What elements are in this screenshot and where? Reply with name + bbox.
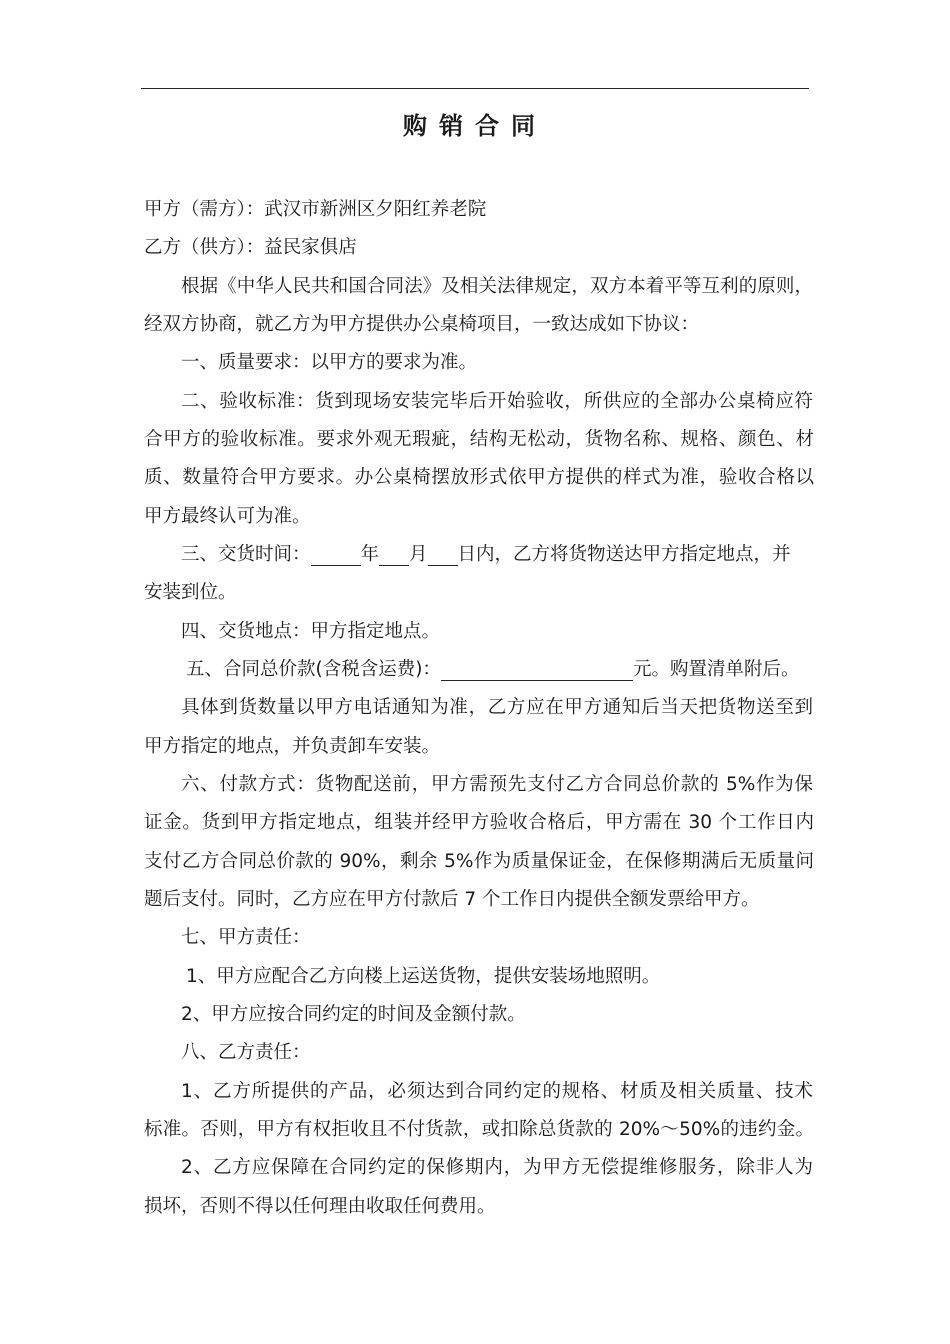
clause-1: 一、质量要求：以甲方的要求为准。 bbox=[181, 352, 478, 373]
clause-6-line-2: 证金。货到甲方指定地点，组装并经甲方验收合格后，甲方需在 30 个工作日内 bbox=[144, 812, 814, 833]
clause-8-item-1-line-1: 1、乙方所提供的产品，必须达到合同约定的规格、材质及相关质量、技术 bbox=[181, 1081, 813, 1102]
clause-3-label: 三、交货时间： bbox=[181, 544, 311, 565]
clause-7-item-1: 1、甲方应配合乙方向楼上运送货物，提供安装场地照明。 bbox=[186, 966, 661, 987]
total-price-blank[interactable] bbox=[441, 656, 633, 681]
clause-4: 四、交货地点：甲方指定地点。 bbox=[181, 621, 441, 642]
clause-7-item-2: 2、甲方应按合同约定的时间及金额付款。 bbox=[181, 1004, 526, 1025]
clause-6-line-4: 题后支付。同时，乙方应在甲方付款后 7 个工作日内提供全额发票给甲方。 bbox=[144, 889, 760, 910]
clause-5-line-2: 具体到货数量以甲方电话通知为准，乙方应在甲方通知后当天把货物送至到 bbox=[181, 697, 813, 718]
year-label: 年 bbox=[360, 544, 380, 565]
intro-line-1: 根据《中华人民共和国合同法》及相关法律规定，双方本着平等互利的原则， bbox=[181, 276, 813, 297]
clause-6-line-3: 支付乙方合同总价款的 90%，剩余 5%作为质量保证金，在保修期满后无质量问 bbox=[144, 851, 814, 872]
page-title: 购销合同 bbox=[403, 112, 547, 140]
clause-5-text: 元。购置清单附后。 bbox=[632, 659, 800, 680]
year-blank[interactable] bbox=[311, 541, 361, 566]
clause-8-heading: 八、乙方责任： bbox=[181, 1042, 311, 1063]
month-label: 月 bbox=[409, 544, 428, 565]
clause-5-line-1 bbox=[186, 651, 813, 689]
intro-line-2: 经双方协商，就乙方为甲方提供办公桌椅项目，一致达成如下协议： bbox=[144, 314, 700, 335]
clause-5-label: 五、合同总价款(含税含运费)： bbox=[186, 659, 441, 680]
clause-8-item-1-line-2: 标准。否则，甲方有权拒收且不付货款，或扣除总货款的 20%～50%的违约金。 bbox=[144, 1119, 814, 1140]
clause-2-line-1: 二、验收标准：货到现场安装完毕后开始验收，所供应的全部办公桌椅应符 bbox=[181, 391, 813, 412]
clause-3-text: 日内，乙方将货物送达甲方指定地点，并 bbox=[457, 544, 791, 565]
clause-7-heading: 七、甲方责任： bbox=[181, 927, 311, 948]
header-rule bbox=[141, 88, 809, 89]
clause-2-line-3: 质、数量符合甲方要求。办公桌椅摆放形式依甲方提供的样式为准，验收合格以 bbox=[144, 467, 814, 488]
clause-2-line-4: 甲方最终认可为准。 bbox=[144, 506, 311, 527]
clause-8-item-2-line-2: 损坏，否则不得以任何理由收取任何费用。 bbox=[144, 1196, 496, 1217]
clause-2-line-2: 合甲方的验收标准。要求外观无瑕疵，结构无松动，货物名称、规格、颜色、材 bbox=[144, 429, 814, 450]
clause-5-line-3: 甲方指定的地点，并负责卸车安装。 bbox=[144, 736, 441, 757]
clause-3-line-2: 安装到位。 bbox=[144, 582, 237, 603]
clause-3-line-1 bbox=[181, 536, 813, 574]
month-blank[interactable] bbox=[379, 541, 409, 566]
day-blank[interactable] bbox=[428, 541, 458, 566]
clause-6-line-1: 六、付款方式：货物配送前，甲方需预先支付乙方合同总价款的 5%作为保 bbox=[181, 774, 813, 795]
clause-8-item-2-line-1: 2、乙方应保障在合同约定的保修期内，为甲方无偿提维修服务，除非人为 bbox=[181, 1157, 813, 1178]
party-a: 甲方（需方）：武汉市新洲区夕阳红养老院 bbox=[144, 199, 487, 220]
party-b: 乙方（供方）：益民家俱店 bbox=[144, 237, 357, 258]
